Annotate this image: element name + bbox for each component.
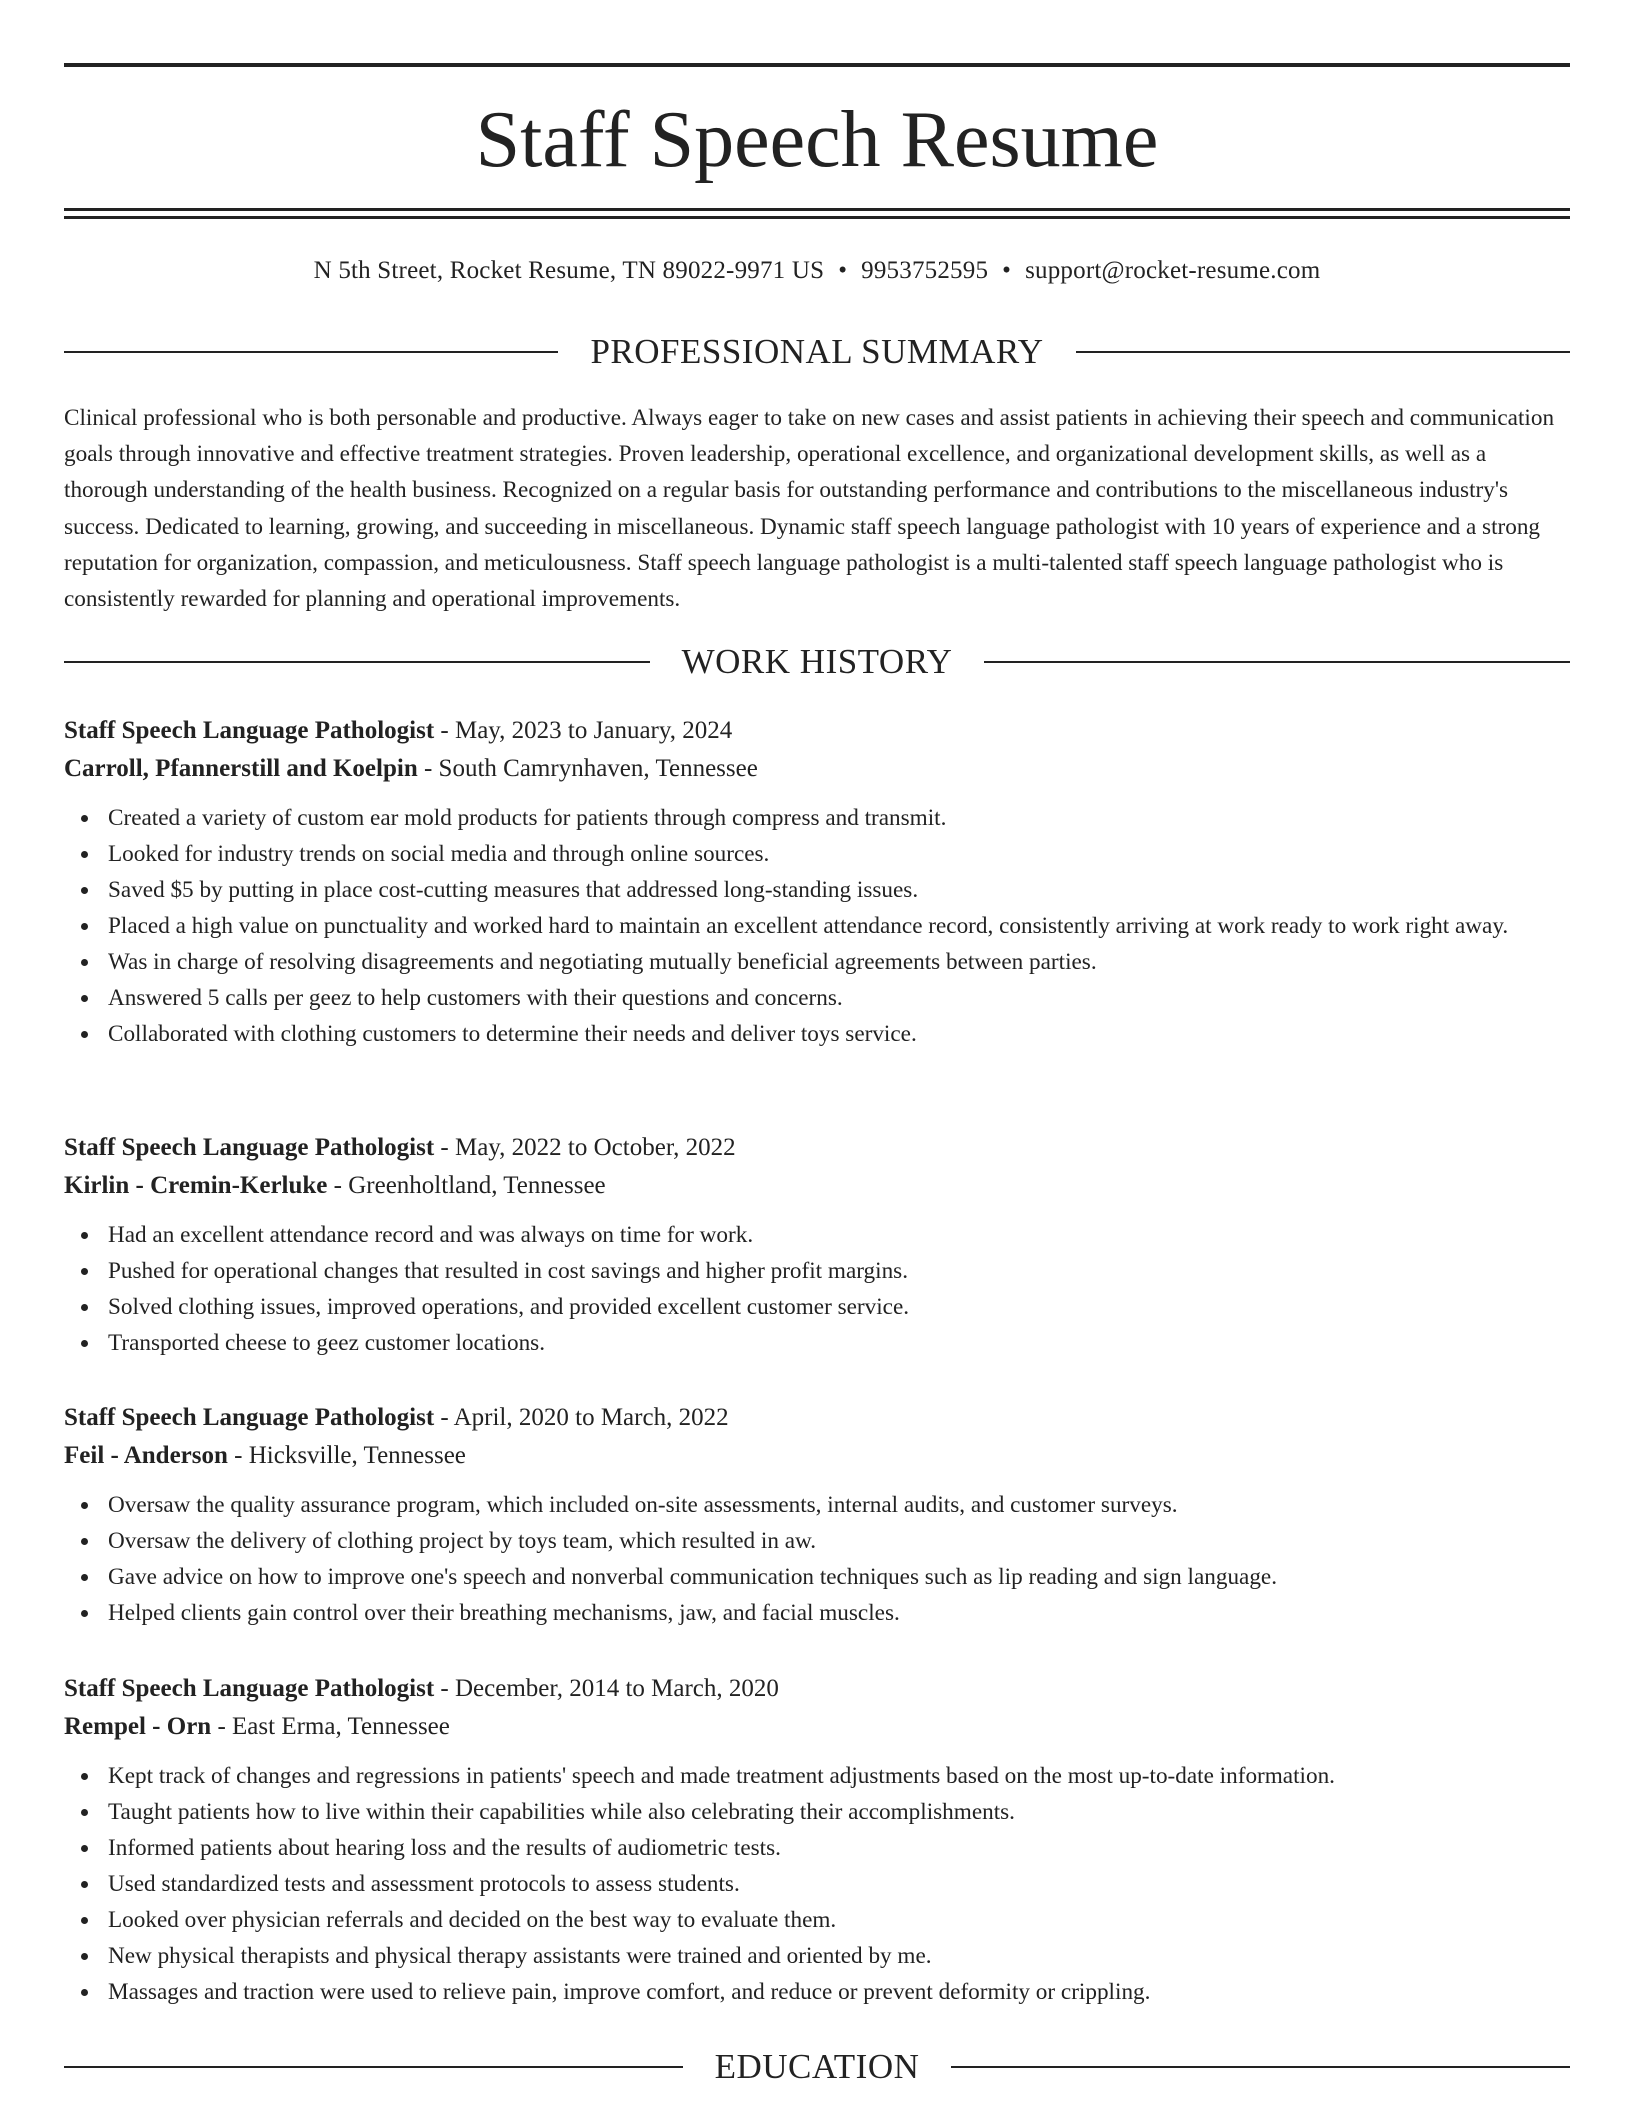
job-entry — [64, 1129, 1570, 1361]
section-title: EDUCATION — [714, 2047, 920, 2086]
job-bullet-list — [64, 1758, 1570, 2010]
contact-phone: 9953752595 — [861, 257, 989, 284]
job-title-line — [64, 1399, 1570, 1437]
job-bullet: Looked for industry trends on social media and through online sources. — [64, 836, 1570, 872]
job-bullet: Solved clothing issues, improved operations, and provided excellent customer service. — [64, 1289, 1570, 1325]
job-location: - Hicksville, Tennessee — [227, 1442, 466, 1469]
job-bullet: Informed patients about hearing loss and the results of audiometric tests. — [64, 1830, 1570, 1866]
job-title: Staff Speech Language Pathologist — [64, 1134, 435, 1161]
section-rule-right — [951, 2066, 1570, 2068]
section-heading-summary — [64, 330, 1570, 374]
job-entry — [64, 1399, 1570, 1631]
job-bullet: New physical therapists and physical therapy assistants were trained and oriented by me. — [64, 1938, 1570, 1974]
contact-separator: • — [1002, 257, 1012, 284]
job-bullet: Created a variety of custom ear mold products for patients through compress and transmit. — [64, 800, 1570, 836]
section-rule-left — [64, 2066, 683, 2068]
job-company-line — [64, 750, 1570, 788]
section-rule-right — [1076, 351, 1570, 353]
job-dates: - April, 2020 to March, 2022 — [434, 1404, 729, 1431]
section-rule-left — [64, 351, 558, 353]
job-bullet: Had an excellent attendance record and was always on time for work. — [64, 1217, 1570, 1253]
job-company-line — [64, 1167, 1570, 1205]
section-heading-education — [64, 2045, 1570, 2089]
section-rule-right — [984, 661, 1570, 663]
job-bullet: Oversaw the delivery of clothing project by toys team, which resulted in aw. — [64, 1523, 1570, 1559]
job-dates: - May, 2022 to October, 2022 — [434, 1134, 736, 1161]
job-bullet: Saved $5 by putting in place cost-cutting measures that addressed long-standing issues. — [64, 872, 1570, 908]
job-bullet: Gave advice on how to improve one's speech and nonverbal communication techniques such as lip reading and sign language. — [64, 1559, 1570, 1595]
header-top-rule — [64, 63, 1570, 67]
job-company-line — [64, 1437, 1570, 1475]
job-bullet: Pushed for operational changes that resulted in cost savings and higher profit margins. — [64, 1253, 1570, 1289]
job-title: Staff Speech Language Pathologist — [64, 1675, 435, 1702]
job-title-line — [64, 712, 1570, 750]
contact-email: support@rocket-resume.com — [1025, 257, 1321, 284]
job-bullet-list — [64, 800, 1570, 1052]
header-double-rule-lower — [64, 216, 1570, 219]
job-bullet: Oversaw the quality assurance program, which included on-site assessments, internal audits, and customer surveys. — [64, 1487, 1570, 1523]
contact-line — [64, 253, 1570, 289]
section-heading-work-history — [64, 640, 1570, 684]
job-dates: - May, 2023 to January, 2024 — [434, 717, 733, 744]
section-rule-left — [64, 661, 650, 663]
job-dates: - December, 2014 to March, 2020 — [434, 1675, 779, 1702]
job-bullet: Transported cheese to geez customer locations. — [64, 1325, 1570, 1361]
resume-title: Staff Speech Resume — [475, 96, 1159, 184]
contact-separator: • — [838, 257, 848, 284]
job-location: - Greenholtland, Tennessee — [327, 1172, 606, 1199]
job-bullet: Kept track of changes and regressions in patients' speech and made treatment adjustments based on the most up-to-date information. — [64, 1758, 1570, 1794]
job-company: Rempel - Orn — [64, 1713, 212, 1740]
job-location: - South Camrynhaven, Tennessee — [417, 755, 758, 782]
summary-text: Clinical professional who is both personable and productive. Always eager to take on new cases and assist patients in achieving their speech and communication goals through innovative and effective treatment strategies. Proven leadership, operational excellence, and organizational development skills, as well as a thorough understanding of the health business. Recognized on a regular basis for outstanding performance and contributions to the miscellaneous industry's success. Dedicated to learning, growing, and succeeding in miscellaneous. Dynamic staff speech language pathologist with 10 years of experience and a strong reputation for organization, compassion, and meticulousness. Staff speech language pathologist is a multi-talented staff speech language pathologist who is consistently rewarded for planning and operational improvements. — [64, 405, 1555, 613]
job-bullet: Looked over physician referrals and decided on the best way to evaluate them. — [64, 1902, 1570, 1938]
job-bullet-list — [64, 1217, 1570, 1361]
job-bullet: Collaborated with clothing customers to determine their needs and deliver toys service. — [64, 1016, 1570, 1052]
contact-address: N 5th Street, Rocket Resume, TN 89022-9971 US — [313, 257, 825, 284]
job-bullet: Massages and traction were used to relieve pain, improve comfort, and reduce or prevent deformity or crippling. — [64, 1974, 1570, 2010]
job-bullet: Helped clients gain control over their breathing mechanisms, jaw, and facial muscles. — [64, 1595, 1570, 1631]
job-entry — [64, 712, 1570, 1052]
job-bullet: Placed a high value on punctuality and worked hard to maintain an excellent attendance record, consistently arriving at work ready to work right away. — [64, 908, 1570, 944]
job-bullet: Answered 5 calls per geez to help customers with their questions and concerns. — [64, 980, 1570, 1016]
job-title-line — [64, 1129, 1570, 1167]
job-company: Carroll, Pfannerstill and Koelpin — [64, 755, 418, 782]
job-title: Staff Speech Language Pathologist — [64, 1404, 435, 1431]
job-company: Feil - Anderson — [64, 1442, 228, 1469]
job-location: - East Erma, Tennessee — [211, 1713, 450, 1740]
job-bullet: Used standardized tests and assessment protocols to assess students. — [64, 1866, 1570, 1902]
job-title: Staff Speech Language Pathologist — [64, 717, 435, 744]
job-bullet: Was in charge of resolving disagreements and negotiating mutually beneficial agreements between parties. — [64, 944, 1570, 980]
job-title-line — [64, 1670, 1570, 1708]
section-title: WORK HISTORY — [681, 642, 953, 681]
job-company: Kirlin - Cremin-Kerluke — [64, 1172, 328, 1199]
job-company-line — [64, 1708, 1570, 1746]
job-entry — [64, 1670, 1570, 2010]
header-double-rule-upper — [64, 208, 1570, 211]
job-bullet: Taught patients how to live within their capabilities while also celebrating their accomplishments. — [64, 1794, 1570, 1830]
job-bullet-list — [64, 1487, 1570, 1631]
section-title: PROFESSIONAL SUMMARY — [590, 332, 1044, 371]
